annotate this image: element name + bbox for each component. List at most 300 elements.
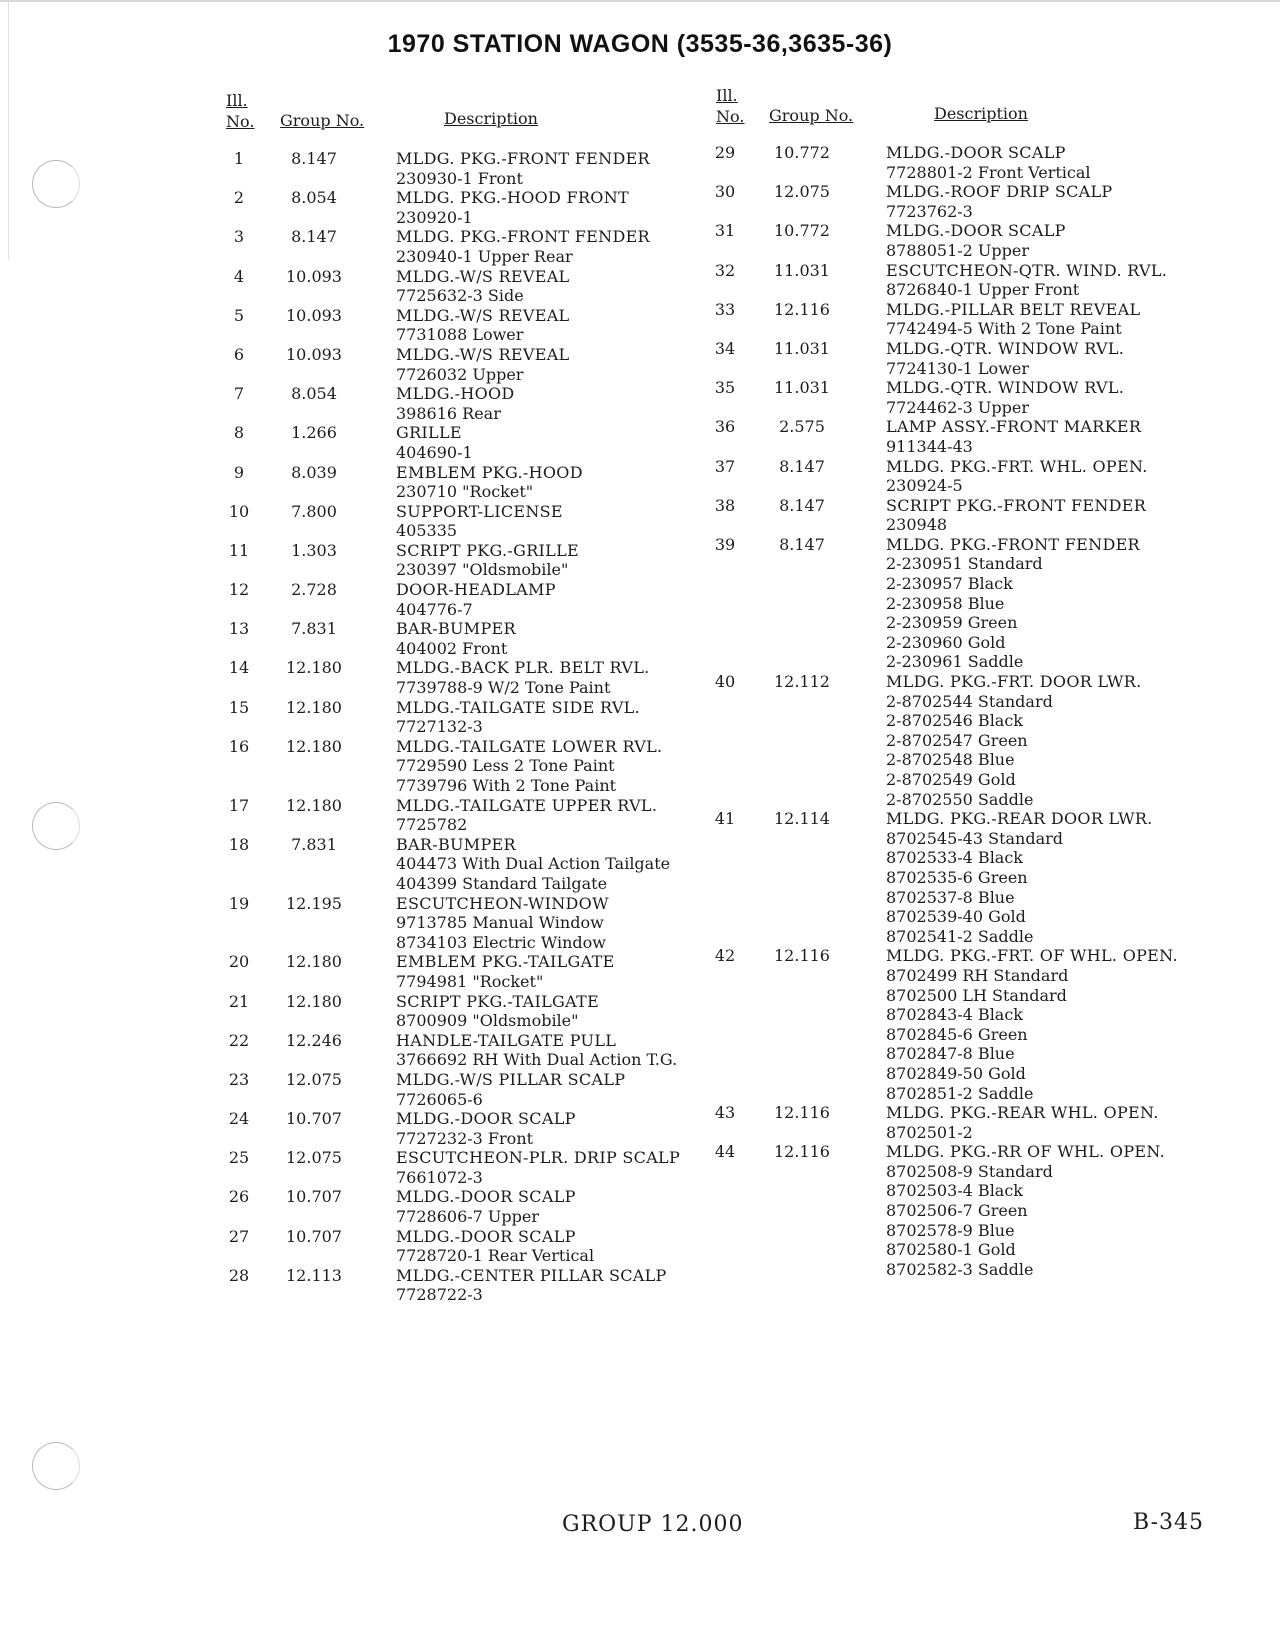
- part-description: [396, 267, 726, 306]
- part-number-line: 8702535-6 Green: [886, 867, 1028, 887]
- part-name: MLDG.-BACK PLR. BELT RVL.: [396, 658, 650, 678]
- page-title: 1970 STATION WAGON (3535-36,3635-36): [387, 30, 893, 58]
- part-entry: [716, 261, 1236, 300]
- part-description: [396, 835, 726, 894]
- part-number-line: 7724462-3 Upper: [886, 397, 1030, 417]
- part-name: MLDG.-PILLAR BELT REVEAL: [886, 299, 1141, 319]
- illustration-number: 20: [228, 952, 250, 972]
- part-description: [886, 339, 1236, 378]
- part-number-line: 230710 "Rocket": [396, 482, 534, 502]
- part-number-line: 8702503-4 Black: [886, 1181, 1023, 1201]
- part-number-line: 2-230959 Green: [886, 613, 1018, 633]
- part-number-line: 230924-5: [886, 476, 963, 496]
- part-entry: [226, 894, 726, 953]
- part-number-line: 8702845-6 Green: [886, 1024, 1028, 1044]
- part-description: [396, 619, 726, 658]
- part-description: [396, 894, 726, 953]
- illustration-number: 39: [714, 534, 736, 554]
- part-name: ESCUTCHEON-WINDOW: [396, 893, 609, 913]
- part-description: [396, 1227, 726, 1266]
- illustration-number: 37: [714, 456, 736, 476]
- group-number: 7.831: [291, 834, 337, 854]
- group-number: 2.575: [779, 417, 825, 437]
- parts-column-right: [716, 85, 1236, 1283]
- part-name: MLDG. PKG.-HOOD FRONT: [396, 188, 629, 208]
- part-entry: [226, 1148, 726, 1187]
- column-header: [226, 85, 726, 147]
- illustration-number: 44: [714, 1142, 736, 1162]
- group-number: 12.075: [286, 1069, 342, 1089]
- part-description: [886, 946, 1236, 1103]
- part-description: [886, 496, 1236, 535]
- part-entry: [226, 541, 726, 580]
- parts-list-left: [226, 149, 726, 1305]
- part-number-line: 3766692 RH With Dual Action T.G.: [396, 1050, 678, 1070]
- part-name: MLDG.-ROOF DRIP SCALP: [886, 182, 1113, 202]
- part-number-line: 7661072-3: [396, 1167, 483, 1187]
- part-entry: [716, 339, 1236, 378]
- part-description: [396, 188, 726, 227]
- group-number: 2.728: [291, 580, 337, 600]
- part-entry: [716, 809, 1236, 946]
- part-number-line: 8702537-8 Blue: [886, 887, 1015, 907]
- part-description: [396, 345, 726, 384]
- group-number: 8.147: [779, 456, 825, 476]
- header-ill-label: Ill.: [226, 91, 248, 110]
- part-number-line: 8702847-8 Blue: [886, 1044, 1015, 1064]
- part-entry: [226, 698, 726, 737]
- group-number: 12.114: [774, 809, 830, 829]
- part-name: MLDG.-DOOR SCALP: [396, 1226, 576, 1246]
- part-name: MLDG.-W/S PILLAR SCALP: [396, 1069, 626, 1089]
- part-name: MLDG.-CENTER PILLAR SCALP: [396, 1265, 667, 1285]
- part-name: MLDG. PKG.-FRT. DOOR LWR.: [886, 672, 1142, 692]
- illustration-number: 18: [228, 834, 250, 854]
- part-number-line: 7726065-6: [396, 1089, 483, 1109]
- part-entry: [226, 1227, 726, 1266]
- part-name: MLDG.-TAILGATE UPPER RVL.: [396, 795, 658, 815]
- part-name: BAR-BUMPER: [396, 834, 516, 854]
- binder-hole-top: [32, 160, 80, 208]
- header-group-no: Group No.: [769, 106, 854, 125]
- illustration-number: 25: [228, 1148, 250, 1168]
- part-number-line: 7739788-9 W/2 Tone Paint: [396, 678, 611, 698]
- part-number-line: 7728720-1 Rear Vertical: [396, 1246, 595, 1266]
- part-description: [886, 261, 1236, 300]
- group-number: 10.093: [286, 266, 342, 286]
- part-number-line: 7727232-3 Front: [396, 1128, 534, 1148]
- part-description: [396, 992, 726, 1031]
- group-number: 10.707: [286, 1109, 342, 1129]
- illustration-number: 16: [228, 736, 250, 756]
- group-number: 8.054: [291, 188, 337, 208]
- part-description: [396, 698, 726, 737]
- part-name: MLDG.-DOOR SCALP: [396, 1187, 576, 1207]
- illustration-number: 15: [228, 697, 250, 717]
- part-entry: [226, 952, 726, 991]
- illustration-number: 34: [714, 338, 736, 358]
- part-name: MLDG.-TAILGATE SIDE RVL.: [396, 697, 640, 717]
- part-description: [886, 1142, 1236, 1279]
- part-number-line: 7726032 Upper: [396, 364, 524, 384]
- part-description: [886, 1103, 1236, 1142]
- part-entry: [716, 378, 1236, 417]
- part-name: MLDG. PKG.-RR OF WHL. OPEN.: [886, 1142, 1166, 1162]
- header-no-label: No.: [716, 107, 745, 126]
- part-number-line: 8702508-9 Standard: [886, 1161, 1053, 1181]
- part-number-line: 8702501-2: [886, 1122, 973, 1142]
- group-number: 7.831: [291, 619, 337, 639]
- illustration-number: 36: [714, 417, 736, 437]
- part-description: [886, 457, 1236, 496]
- header-no-label: No.: [226, 112, 255, 131]
- part-number-line: 404776-7: [396, 599, 473, 619]
- part-name: MLDG. PKG.-FRONT FENDER: [396, 227, 650, 247]
- part-entry: [226, 737, 726, 796]
- part-name: ESCUTCHEON-PLR. DRIP SCALP: [396, 1148, 681, 1168]
- part-entry: [226, 1266, 726, 1305]
- part-number-line: 2-230960 Gold: [886, 632, 1006, 652]
- part-entry: [226, 502, 726, 541]
- part-number-line: 405335: [396, 521, 458, 541]
- part-number-line: 8702545-43 Standard: [886, 828, 1064, 848]
- part-entry: [226, 992, 726, 1031]
- part-number-line: 8726840-1 Upper Front: [886, 280, 1080, 300]
- header-group-no: Group No.: [280, 111, 365, 130]
- part-number-line: 2-8702547 Green: [886, 730, 1028, 750]
- part-name: MLDG.-QTR. WINDOW RVL.: [886, 378, 1125, 398]
- illustration-number: 13: [228, 619, 250, 639]
- part-number-line: 230397 "Oldsmobile": [396, 560, 569, 580]
- part-entry: [226, 658, 726, 697]
- part-description: [396, 541, 726, 580]
- part-description: [396, 1070, 726, 1109]
- part-number-line: 9713785 Manual Window: [396, 913, 604, 933]
- part-description: [886, 672, 1236, 809]
- part-entry: [226, 1109, 726, 1148]
- illustration-number: 26: [228, 1187, 250, 1207]
- part-entry: [226, 306, 726, 345]
- illustration-number: 21: [228, 991, 250, 1011]
- header-ill-no: [226, 90, 254, 132]
- group-number: 1.303: [291, 540, 337, 560]
- footer-page-number: B-345: [1133, 1510, 1204, 1535]
- part-entry: [226, 423, 726, 462]
- part-description: [396, 658, 726, 697]
- part-description: [886, 535, 1236, 672]
- part-number-line: 230920-1: [396, 207, 473, 227]
- part-number-line: 7724130-1 Lower: [886, 358, 1029, 378]
- illustration-number: 8: [233, 423, 245, 443]
- part-number-line: 404690-1: [396, 442, 473, 462]
- part-name: HANDLE-TAILGATE PULL: [396, 1030, 617, 1050]
- group-number: 12.195: [286, 893, 342, 913]
- part-number-line: 7728606-7 Upper: [396, 1207, 540, 1227]
- part-name: BAR-BUMPER: [396, 619, 516, 639]
- part-entry: [226, 267, 726, 306]
- part-description: [396, 227, 726, 266]
- illustration-number: 3: [233, 227, 245, 247]
- group-number: 10.707: [286, 1226, 342, 1246]
- part-entry: [226, 384, 726, 423]
- part-entry: [226, 1070, 726, 1109]
- part-name: MLDG. PKG.-FRONT FENDER: [886, 534, 1140, 554]
- group-number: 11.031: [774, 260, 830, 280]
- illustration-number: 42: [714, 946, 736, 966]
- part-description: [886, 809, 1236, 946]
- part-name: LAMP ASSY.-FRONT MARKER: [886, 417, 1142, 437]
- part-description: [886, 300, 1236, 339]
- part-number-line: 7742494-5 With 2 Tone Paint: [886, 319, 1122, 339]
- illustration-number: 2: [233, 188, 245, 208]
- part-number-line: 2-230961 Saddle: [886, 652, 1024, 672]
- part-name: SCRIPT PKG.-GRILLE: [396, 540, 579, 560]
- illustration-number: 23: [228, 1069, 250, 1089]
- part-name: MLDG. PKG.-REAR WHL. OPEN.: [886, 1103, 1159, 1123]
- group-number: 10.772: [774, 143, 830, 162]
- part-name: SUPPORT-LICENSE: [396, 501, 563, 521]
- illustration-number: 5: [233, 305, 245, 325]
- part-entry: [716, 182, 1236, 221]
- part-number-line: 7728722-3: [396, 1285, 483, 1305]
- part-number-line: 230948: [886, 515, 948, 535]
- illustration-number: 43: [714, 1103, 736, 1123]
- part-entry: [716, 672, 1236, 809]
- part-description: [396, 306, 726, 345]
- group-number: 12.180: [286, 697, 342, 717]
- illustration-number: 1: [233, 149, 245, 168]
- part-name: MLDG. PKG.-FRT. WHL. OPEN.: [886, 456, 1148, 476]
- part-description: [886, 182, 1236, 221]
- part-name: MLDG.-W/S REVEAL: [396, 344, 570, 364]
- part-description: [886, 378, 1236, 417]
- illustration-number: 24: [228, 1109, 250, 1129]
- part-number-line: 7725782: [396, 815, 468, 835]
- group-number: 8.147: [779, 534, 825, 554]
- part-number-line: 2-8702548 Blue: [886, 750, 1015, 770]
- part-name: MLDG.-DOOR SCALP: [396, 1109, 576, 1129]
- part-number-line: 8702849-50 Gold: [886, 1063, 1026, 1083]
- part-description: [396, 502, 726, 541]
- part-description: [396, 580, 726, 619]
- part-number-line: 404002 Front: [396, 638, 508, 658]
- illustration-number: 35: [714, 378, 736, 398]
- part-name: MLDG. PKG.-REAR DOOR LWR.: [886, 809, 1153, 829]
- group-number: 12.075: [774, 182, 830, 202]
- part-name: MLDG.-DOOR SCALP: [886, 221, 1066, 241]
- illustration-number: 17: [228, 795, 250, 815]
- part-description: [396, 737, 726, 796]
- header-description: Description: [934, 104, 1028, 123]
- group-number: 8.147: [291, 227, 337, 247]
- part-description: [396, 463, 726, 502]
- group-number: 12.112: [774, 672, 830, 692]
- part-number-line: 230940-1 Upper Rear: [396, 246, 573, 266]
- group-number: 12.180: [286, 952, 342, 972]
- part-number-line: 8702539-40 Gold: [886, 907, 1026, 927]
- illustration-number: 14: [228, 658, 250, 678]
- group-number: 12.116: [774, 299, 830, 319]
- group-number: 8.147: [291, 149, 337, 168]
- group-number: 10.707: [286, 1187, 342, 1207]
- part-number-line: 8702541-2 Saddle: [886, 926, 1034, 946]
- group-number: 12.075: [286, 1148, 342, 1168]
- part-description: [396, 1109, 726, 1148]
- part-entry: [716, 457, 1236, 496]
- group-number: 12.113: [286, 1265, 342, 1285]
- group-number: 8.054: [291, 384, 337, 404]
- part-number-line: 8702500 LH Standard: [886, 985, 1067, 1005]
- part-entry: [226, 227, 726, 266]
- part-number-line: 2-8702549 Gold: [886, 770, 1016, 789]
- part-description: [396, 1031, 726, 1070]
- part-entry: [716, 143, 1236, 182]
- part-entry: [226, 188, 726, 227]
- illustration-number: 33: [714, 299, 736, 319]
- part-entry: [226, 835, 726, 894]
- part-entry: [226, 619, 726, 658]
- part-number-line: 7727132-3: [396, 717, 483, 737]
- top-edge-line: [0, 0, 1280, 2]
- part-entry: [226, 149, 726, 188]
- illustration-number: 41: [714, 809, 736, 829]
- part-description: [396, 1266, 726, 1305]
- illustration-number: 40: [714, 672, 736, 692]
- illustration-number: 6: [233, 344, 245, 364]
- part-entry: [716, 496, 1236, 535]
- part-name: MLDG.-TAILGATE LOWER RVL.: [396, 736, 663, 756]
- header-ill-label: Ill.: [716, 86, 738, 105]
- part-number-line: 2-8702546 Black: [886, 711, 1023, 731]
- illustration-number: 11: [228, 540, 250, 560]
- part-description: [396, 1148, 726, 1187]
- binder-hole-bottom: [32, 1442, 80, 1490]
- illustration-number: 31: [714, 221, 736, 241]
- part-number-line: 2-230951 Standard: [886, 554, 1043, 574]
- group-number: 10.772: [774, 221, 830, 241]
- header-description: Description: [444, 109, 538, 128]
- part-entry: [716, 1142, 1236, 1279]
- part-number-line: 8700909 "Oldsmobile": [396, 1011, 579, 1031]
- group-number: 12.180: [286, 991, 342, 1011]
- illustration-number: 12: [228, 580, 250, 600]
- part-description: [886, 221, 1236, 260]
- part-description: [396, 796, 726, 835]
- part-name: MLDG.-DOOR SCALP: [886, 143, 1066, 162]
- group-number: 10.093: [286, 344, 342, 364]
- part-number-line: 230930-1 Front: [396, 168, 523, 188]
- illustration-number: 32: [714, 260, 736, 280]
- group-number: 12.116: [774, 1142, 830, 1162]
- illustration-number: 30: [714, 182, 736, 202]
- part-description: [396, 1187, 726, 1226]
- binder-hole-middle: [32, 802, 80, 850]
- part-entry: [226, 1031, 726, 1070]
- group-number: 12.180: [286, 658, 342, 678]
- part-number-line: 8702506-7 Green: [886, 1201, 1028, 1221]
- part-number-line: 8734103 Electric Window: [396, 932, 606, 952]
- part-number-line: 404399 Standard Tailgate: [396, 873, 608, 893]
- group-number: 12.116: [774, 946, 830, 966]
- illustration-number: 19: [228, 893, 250, 913]
- illustration-number: 27: [228, 1226, 250, 1246]
- part-entry: [226, 796, 726, 835]
- part-entry: [226, 345, 726, 384]
- part-entry: [716, 946, 1236, 1103]
- part-name: SCRIPT PKG.-FRONT FENDER: [886, 495, 1147, 515]
- part-description: [396, 149, 726, 188]
- part-number-line: 8702843-4 Black: [886, 1005, 1023, 1025]
- part-number-line: 8702851-2 Saddle: [886, 1083, 1034, 1103]
- group-number: 11.031: [774, 378, 830, 398]
- part-description: [396, 423, 726, 462]
- illustration-number: 22: [228, 1030, 250, 1050]
- parts-column-left: [226, 85, 726, 1303]
- part-number-line: 2-230957 Black: [886, 574, 1013, 594]
- part-description: [886, 143, 1236, 182]
- part-name: MLDG.-W/S REVEAL: [396, 305, 570, 325]
- part-number-line: 7723762-3: [886, 201, 973, 221]
- part-number-line: 7739796 With 2 Tone Paint: [396, 776, 617, 795]
- group-number: 11.031: [774, 338, 830, 358]
- part-number-line: 8702580-1 Gold: [886, 1240, 1016, 1260]
- part-name: EMBLEM PKG.-TAILGATE: [396, 952, 615, 972]
- part-description: [396, 384, 726, 423]
- part-number-line: 8702582-3 Saddle: [886, 1259, 1034, 1279]
- footer-group-number: GROUP 12.000: [562, 1512, 744, 1537]
- header-ill-no: [716, 85, 744, 127]
- part-number-line: 7794981 "Rocket": [396, 971, 544, 991]
- group-number: 12.116: [774, 1103, 830, 1123]
- group-number: 10.093: [286, 305, 342, 325]
- part-number-line: 911344-43: [886, 436, 973, 456]
- part-number-line: 7731088 Lower: [396, 325, 524, 345]
- part-entry: [226, 1187, 726, 1226]
- illustration-number: 38: [714, 495, 736, 515]
- illustration-number: 9: [233, 462, 245, 482]
- part-number-line: 8702533-4 Black: [886, 848, 1023, 868]
- parts-list-right: [716, 143, 1236, 1279]
- part-number-line: 398616 Rear: [396, 403, 501, 423]
- group-number: 12.180: [286, 795, 342, 815]
- part-number-line: 404473 With Dual Action Tailgate: [396, 854, 671, 874]
- group-number: 8.039: [291, 462, 337, 482]
- illustration-number: 29: [714, 143, 736, 162]
- part-name: MLDG. PKG.-FRT. OF WHL. OPEN.: [886, 946, 1178, 966]
- part-name: SCRIPT PKG.-TAILGATE: [396, 991, 600, 1011]
- part-entry: [716, 417, 1236, 456]
- part-description: [886, 417, 1236, 456]
- group-number: 7.800: [291, 501, 337, 521]
- part-number-line: 2-8702544 Standard: [886, 691, 1053, 711]
- part-name: MLDG.-W/S REVEAL: [396, 266, 570, 286]
- illustration-number: 4: [233, 266, 245, 286]
- part-number-line: 7725632-3 Side: [396, 286, 524, 306]
- part-number-line: 2-230958 Blue: [886, 593, 1005, 613]
- part-name: MLDG.-HOOD: [396, 384, 515, 404]
- part-name: ESCUTCHEON-QTR. WIND. RVL.: [886, 260, 1168, 280]
- part-number-line: 7728801-2 Front Vertical: [886, 162, 1091, 182]
- part-entry: [716, 535, 1236, 672]
- part-name: EMBLEM PKG.-HOOD: [396, 462, 583, 482]
- part-name: GRILLE: [396, 423, 462, 443]
- group-number: 8.147: [779, 495, 825, 515]
- illustration-number: 7: [233, 384, 245, 404]
- part-entry: [716, 300, 1236, 339]
- part-entry: [716, 221, 1236, 260]
- part-number-line: 7729590 Less 2 Tone Paint: [396, 756, 615, 776]
- part-number-line: 8702499 RH Standard: [886, 965, 1069, 985]
